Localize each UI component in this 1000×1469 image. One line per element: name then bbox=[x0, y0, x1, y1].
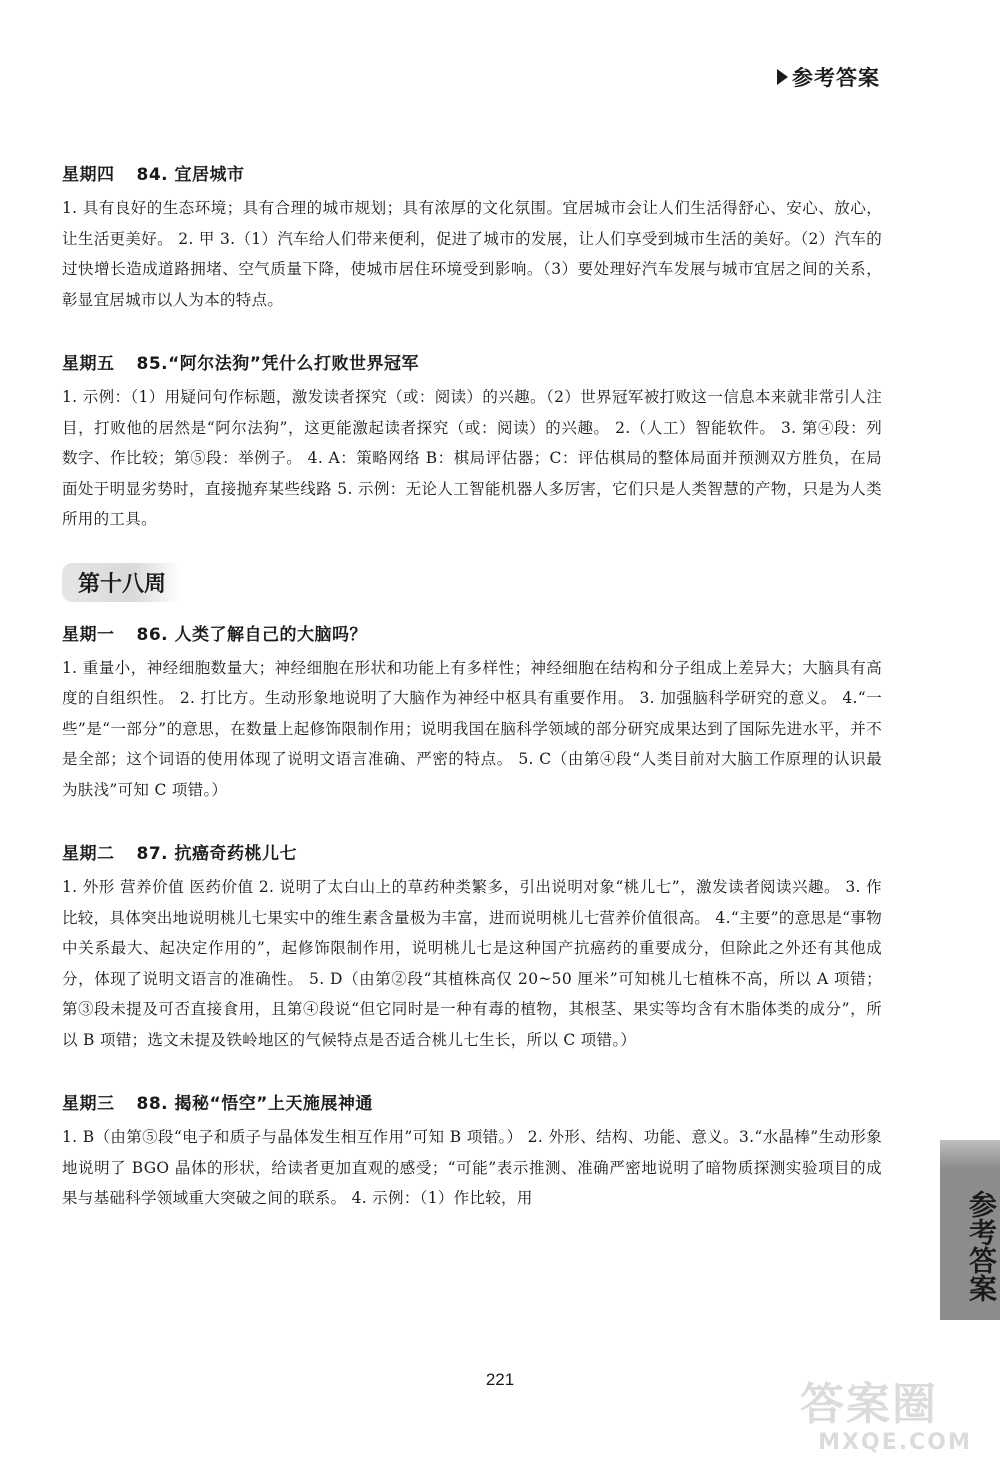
section-title bbox=[62, 620, 882, 645]
section-title bbox=[62, 349, 882, 374]
section-text: 1. 重量小，神经细胞数量大；神经细胞在形状和功能上有多样性；神经细胞在结构和分子组成上差异大；大脑具有高度的自组织性。 2. 打比方。生动形象地说明了大脑作为神经中枢具有重要作用。 3. 加强脑科学研究的意义。 4.“一些”是“一部分”的意思，在数量上起修饰限制作用；说明我国在脑科学领域的部分研究成果达到了国际先进水平，并不是全部；这个词语的使用体现了说明文语言准确、严密的特点。 5. C（由第④段“人类目前对大脑工作原理的认识最为肤浅”可知 C 项错。） bbox=[62, 658, 882, 799]
section-text: 1. B（由第⑤段“电子和质子与晶体发生相互作用”可知 B 项错。） 2. 外形、结构、功能、意义。3.“水晶棒”生动形象地说明了 BGO 晶体的形状，给读者更加直观的感受；“可能”表示推测、准确严密地说明了暗物质探测实验项目的成果与基础科学领域重大突破之间的联系。 4. 示例：（1）作比较，用 bbox=[62, 1128, 882, 1207]
triangle-marker-icon bbox=[777, 69, 788, 85]
section-day: 星期二 bbox=[62, 844, 115, 864]
section-title bbox=[62, 160, 882, 185]
section-day: 星期一 bbox=[62, 624, 115, 645]
section-heading: 84. 宜居城市 bbox=[136, 165, 245, 185]
section-title bbox=[62, 839, 882, 864]
section-title bbox=[62, 1089, 882, 1114]
answer-section bbox=[62, 1089, 882, 1214]
page-number: 221 bbox=[485, 1370, 515, 1389]
answer-section bbox=[62, 349, 882, 535]
section-text: 1. 示例：（1）用疑问句作标题，激发读者探究（或：阅读）的兴趣。（2）世界冠军被打败这一信息本来就非常引人注目，打败他的居然是“阿尔法狗”，这更能激起读者探究（或：阅读）的兴趣。 2.（人工）智能软件。 3. 第④段：列数字、作比较；第⑤段：举例子。 4. A：策略网络 B：棋局评估器；C：评估棋局的整体局面并预测双方胜负，在局面处于明显劣势时，直接抛弃某些线路 5. 示例：无论人工智能机器人多厉害，它们只是人类智慧的产物，只是为人类所用的工具。 bbox=[62, 388, 882, 528]
section-day: 星期三 bbox=[62, 1094, 115, 1114]
watermark-main-text: 答案圈 bbox=[800, 1379, 938, 1430]
running-header-title: 参考答案 bbox=[792, 66, 880, 90]
answer-section bbox=[62, 839, 882, 1055]
section-heading: 86. 人类了解自己的大脑吗？ bbox=[136, 624, 368, 645]
section-day: 星期五 bbox=[62, 354, 115, 374]
section-text: 1. 外形 营养价值 医药价值 2. 说明了太白山上的草药种类繁多，引出说明对象“桃儿七”，激发读者阅读兴趣。 3. 作比较，具体突出地说明桃儿七果实中的维生素含量极为丰富，进而说明桃儿七营养价值很高。 4.“主要”的意思是“事物中关系最大、起决定作用的”，起修饰限制作用，说明桃儿七是这种国产抗癌药的重要成分，但除此之外还有其他成分，体现了说明文语言的准确性。 5. D（由第②段“其植株高仅 20~50 厘米”可知桃儿七植株不高，所以 A 项错；第③段未提及可否直接食用，且第④段说“但它同时是一种有毒的植物，其根茎、果实等均含有木脂体类的成分”，所以 B 项错；选文未提及铁岭地区的气候特点是否适合桃儿七生长，所以 C 项错。） bbox=[62, 878, 882, 1049]
section-heading: 85.“阿尔法狗”凭什么打败世界冠军 bbox=[136, 354, 419, 374]
running-header bbox=[777, 62, 880, 92]
answer-section bbox=[62, 620, 882, 806]
section-text: 1. 具有良好的生态环境；具有合理的城市规划；具有浓厚的文化氛围。宜居城市会让人们生活得舒心、安心、放心，让生活更美好。 2. 甲 3.（1）汽车给人们带来便利，促进了城市的发展，让人们享受到城市生活的美好。（2）汽车的过快增长造成道路拥堵、空气质量下降，使城市居住环境受到影响。（3）要处理好汽车发展与城市宜居之间的关系，彰显宜居城市以人为本的特点。 bbox=[62, 199, 882, 309]
week-heading: 第十八周 bbox=[62, 563, 180, 602]
watermark-sub-text: MXQE.COM bbox=[818, 1430, 972, 1455]
section-heading: 88. 揭秘“悟空”上天施展神通 bbox=[136, 1094, 373, 1114]
answer-section bbox=[62, 160, 882, 315]
answer-content bbox=[62, 160, 882, 1248]
side-tab-edge bbox=[940, 1140, 1000, 1168]
section-day: 星期四 bbox=[62, 165, 115, 185]
watermark-logo bbox=[800, 1380, 990, 1465]
side-tab bbox=[940, 1140, 1000, 1320]
side-tab-label: 参考答案 bbox=[965, 1190, 998, 1302]
section-heading: 87. 抗癌奇药桃儿七 bbox=[136, 844, 298, 864]
